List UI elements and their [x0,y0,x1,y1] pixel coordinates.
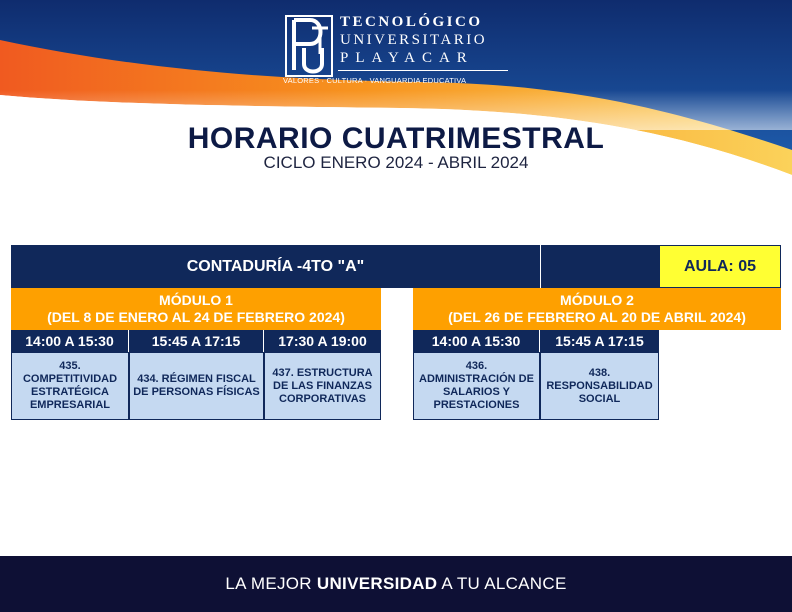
module-1-time-slot: 14:00 A 15:30 [11,330,129,352]
course-cell [540,352,659,420]
course-cell [129,352,264,420]
module-2-time-slot: 15:45 A 17:15 [540,330,659,352]
classroom-badge: AULA: 05 [659,245,781,288]
module-1-dates: (DEL 8 DE ENERO AL 24 DE FEBRERO 2024) [47,309,345,325]
module-1-time-slot: 17:30 A 19:00 [264,330,381,352]
course-line: 436. [465,360,488,372]
logo-monogram-icon [284,14,334,78]
page-title: HORARIO CUATRIMESTRAL [187,122,605,155]
course-line: SALARIOS Y [442,386,510,398]
course-line: 437. ESTRUCTURA [272,366,373,379]
course-cell [11,352,129,420]
logo-line-3: PLAYACAR [340,50,474,66]
footer-banner [0,556,792,612]
logo-tagline: VALORES · CULTURA · VANGUARDIA EDUCATIVA [283,76,467,85]
logo-divider [338,70,508,71]
course-cell [264,352,381,420]
course-line: RESPONSABILIDAD [546,379,653,392]
course-line: ADMINISTRACIÓN DE [419,373,534,385]
footer-text-post: A TU ALCANCE [437,574,567,593]
module-1-title: MÓDULO 1 [159,292,233,308]
footer-text-strong: UNIVERSIDAD [316,574,438,593]
group-header: CONTADURÍA -4TO "A" [11,245,540,288]
footer-text-pre: LA MEJOR [225,574,317,593]
module-2-time-slot: 14:00 A 15:30 [413,330,540,352]
footer-slogan [225,574,566,594]
course-cell [413,352,540,420]
course-line: PRESTACIONES [433,399,520,411]
module-2-dates: (DEL 26 DE FEBRERO AL 20 DE ABRIL 2024) [448,309,746,325]
course-line: SOCIAL [578,392,621,405]
logo-line-2: UNIVERSITARIO [340,32,488,48]
module-1-time-slot: 15:45 A 17:15 [129,330,264,352]
page-subtitle: CICLO ENERO 2024 - ABRIL 2024 [263,153,529,172]
university-logo [280,10,520,90]
course-line: CORPORATIVAS [279,392,366,405]
course-line: 438. [588,366,611,379]
course-line: 435. [59,360,81,372]
logo-line-1: TECNOLÓGICO [340,14,483,30]
module-1-header [11,288,381,330]
course-line: COMPETITIVIDAD [22,373,118,385]
group-header-blank [540,245,659,288]
course-line: 434. RÉGIMEN FISCAL [137,373,256,385]
module-2-title: MÓDULO 2 [560,292,634,308]
course-line: DE LAS FINANZAS [273,379,372,392]
module-2-header [413,288,781,330]
course-line: ESTRATÉGICA [30,386,110,398]
course-line: DE PERSONAS FÍSICAS [133,386,260,398]
course-line: EMPRESARIAL [29,399,111,411]
